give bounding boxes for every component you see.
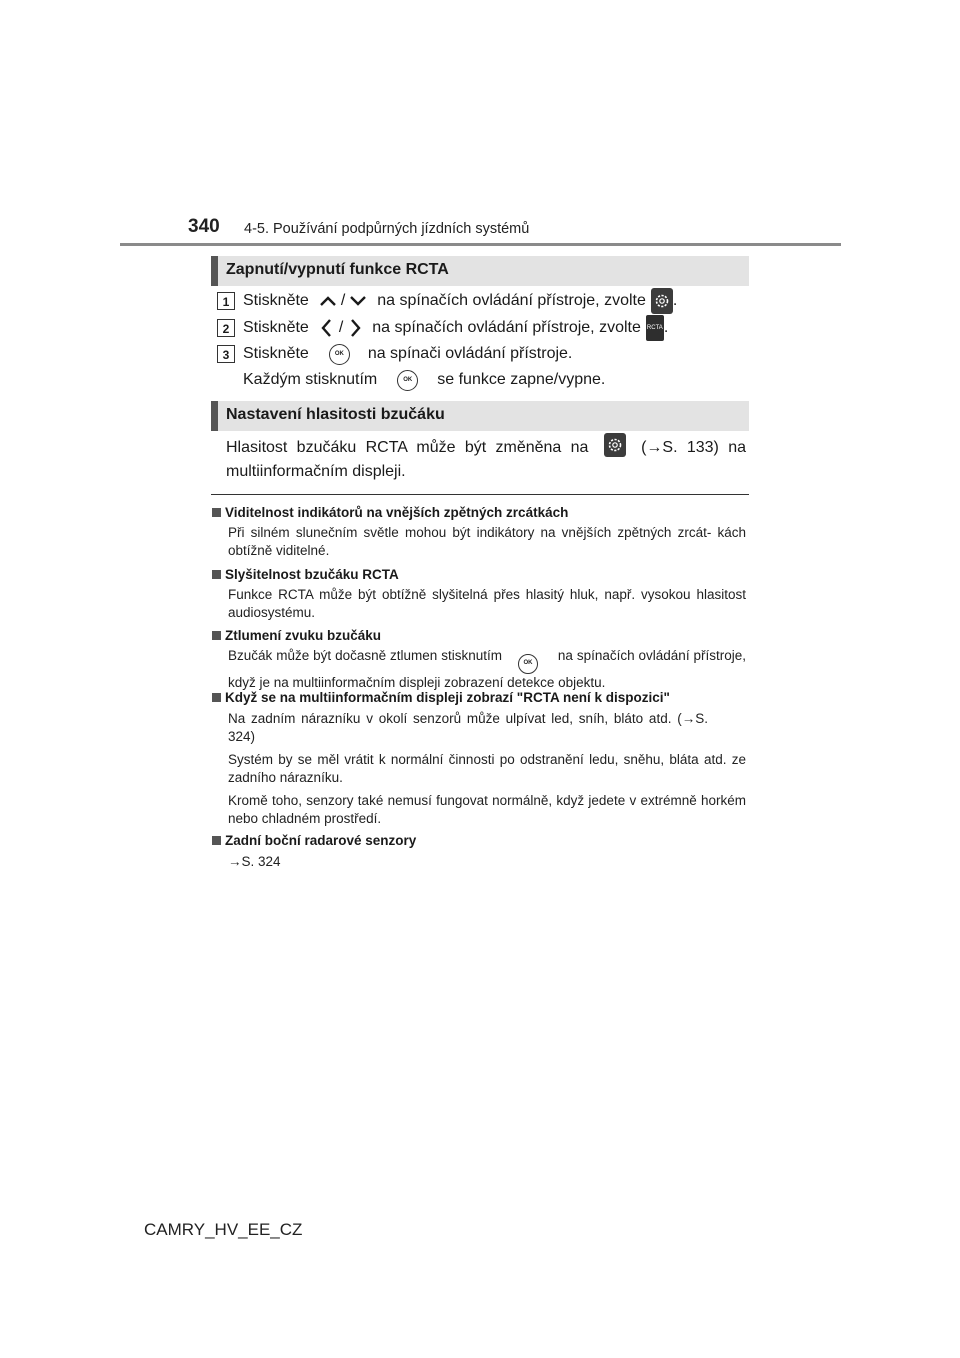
section-heading-rcta-toggle	[211, 256, 749, 286]
bullet-square-icon	[212, 693, 221, 702]
note-text	[228, 647, 746, 692]
note-title	[212, 833, 416, 848]
step-text: na spínači ovládání přístroje.	[367, 345, 573, 362]
note-title-text: Když se na multiinformačním displeji zobrazí "RCTA není k dispozici"	[225, 690, 670, 705]
step-text: na spínačích ovládání přístroje, zvolte	[372, 319, 641, 336]
bullet-square-icon	[212, 570, 221, 579]
note-title-text: Zadní boční radarové senzory	[225, 833, 417, 848]
ok-button-icon: OK	[518, 654, 538, 674]
note-title	[212, 690, 670, 705]
paragraph-text: Hlasitost bzučáku RCTA může být změněna na	[226, 439, 589, 457]
step-text: Stiskněte	[243, 345, 309, 362]
section-accent	[211, 256, 218, 286]
step-text: Stiskněte	[243, 292, 309, 309]
note-text: Systém by se měl vrátit k normální činnosti po odstranění ledu, sněhu, bláta atd. ze zadního nárazníku.	[228, 752, 746, 785]
note-title-text: Slyšitelnost bzučáku RCTA	[225, 567, 399, 582]
note-text-part: Bzučák může být dočasně ztlumen stisknutím	[228, 648, 502, 663]
step-end: .	[663, 319, 669, 336]
note-title	[212, 567, 399, 582]
note-text: →S. 324	[228, 854, 281, 869]
step-number-3: 3	[217, 345, 235, 363]
note-title	[212, 505, 568, 520]
chevron-right-icon	[349, 318, 361, 338]
step-number-1: 1	[217, 292, 235, 310]
page-number: 340	[188, 216, 220, 237]
note-text-part: na spínačích ovládání přístroje, když je na multiinformačním displeji zobrazení detekce objektu.	[228, 648, 747, 690]
settings-gear-icon	[651, 288, 673, 314]
buzzer-volume-paragraph	[226, 436, 746, 484]
section-accent	[211, 401, 218, 431]
separator: /	[340, 292, 346, 309]
chapter-title: 4-5. Používání podpůrných jízdních systémů	[244, 221, 530, 237]
chevron-down-icon	[349, 295, 367, 307]
step-2-text	[243, 316, 668, 340]
document-code: CAMRY_HV_EE_CZ	[144, 1220, 303, 1239]
ok-button-icon: OK	[397, 370, 418, 391]
note-title	[212, 628, 381, 643]
step-end: .	[672, 292, 678, 309]
ok-button-icon: OK	[329, 344, 350, 365]
separator: /	[338, 319, 344, 336]
paragraph-text: (→S. 133) na multiinformačním displeji.	[226, 439, 746, 481]
rcta-icon: RCTA	[646, 315, 664, 341]
step-number-2: 2	[217, 319, 235, 337]
chevron-up-icon	[319, 295, 337, 307]
note-text: Funkce RCTA může být obtížně slyšitelná přes hlasitý hluk, např. vysokou hlasitost audiosystému.	[228, 587, 746, 620]
section-title: Nastavení hlasitosti bzučáku	[226, 406, 445, 423]
section-heading-buzzer-volume	[211, 401, 749, 431]
step-text: Každým stisknutím	[243, 371, 378, 388]
note-title-text: Viditelnost indikátorů na vnějších zpětných zrcátkách	[225, 505, 569, 520]
note-text: Při silném slunečním světle mohou být indikátory na vnějších zpětných zrcát- kách obtížně viditelné.	[228, 525, 746, 558]
section-title: Zapnutí/vypnutí funkce RCTA	[226, 261, 449, 278]
step-text: na spínačích ovládání přístroje, zvolte	[377, 292, 646, 309]
step-text: se funkce zapne/vypne.	[437, 371, 606, 388]
header-divider	[120, 243, 841, 246]
bullet-square-icon	[212, 631, 221, 640]
settings-gear-icon	[604, 433, 626, 457]
note-text: Kromě toho, senzory také nemusí fungovat normálně, když jedete v extrémně horkém nebo chladném prostředí.	[228, 793, 746, 826]
note-title-text: Ztlumení zvuku bzučáku	[225, 628, 382, 643]
bullet-square-icon	[212, 508, 221, 517]
bullet-square-icon	[212, 836, 221, 845]
step-3-continuation	[243, 368, 605, 392]
note-text: Na zadním nárazníku v okolí senzorů může ulpívat led, sníh, bláto atd. (→S. 324)	[228, 711, 708, 744]
step-text: Stiskněte	[243, 319, 309, 336]
chevron-left-icon	[321, 318, 333, 338]
notes-divider	[211, 494, 749, 495]
step-1-text	[243, 289, 677, 313]
step-3-text	[243, 342, 572, 366]
